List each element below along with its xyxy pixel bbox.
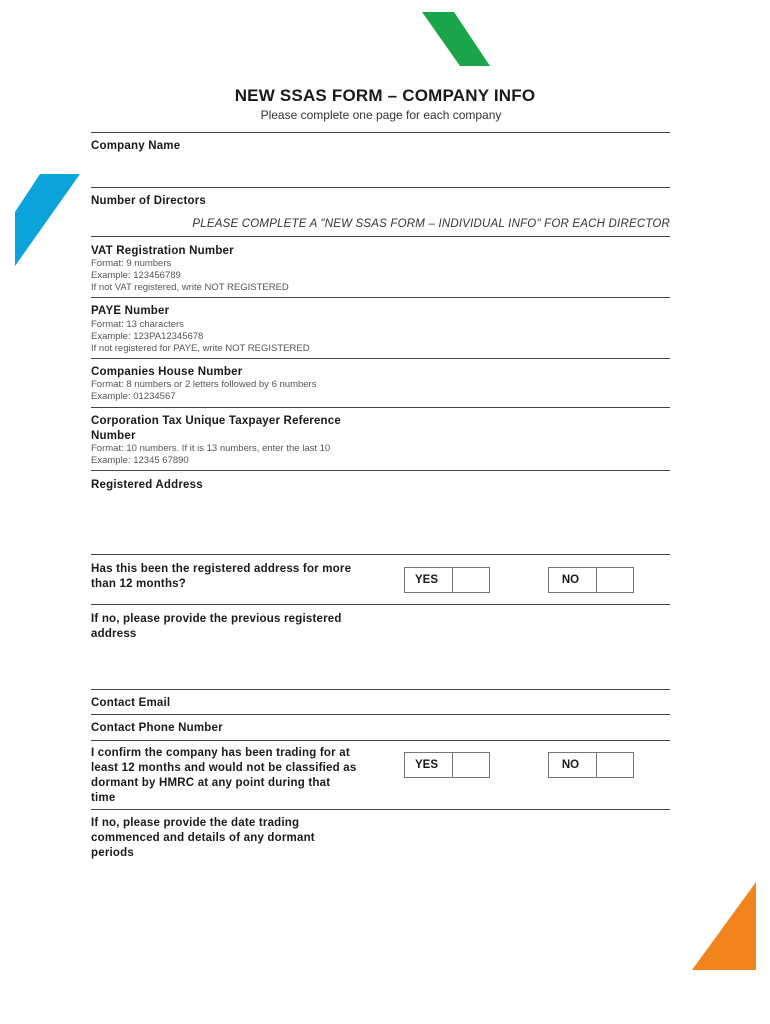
divider bbox=[91, 604, 670, 605]
company-name-label: Company Name bbox=[91, 140, 181, 152]
companies-house-label: Companies House Number bbox=[91, 366, 243, 378]
paye-hints: Format: 13 characters Example: 123PA12345678 If not registered for PAYE, write NOT REGISTERED bbox=[91, 319, 310, 354]
utr-field[interactable] bbox=[91, 470, 670, 471]
page-title: NEW SSAS FORM – COMPANY INFO bbox=[234, 86, 536, 105]
vat-label: VAT Registration Number bbox=[91, 245, 234, 257]
trading-details-label: If no, please provide the date trading commenced and details of any dormant periods bbox=[91, 817, 315, 859]
directors-note: PLEASE COMPLETE A "NEW SSAS FORM – INDIVIDUAL INFO" FOR EACH DIRECTOR bbox=[192, 218, 670, 230]
previous-address-label: If no, please provide the previous registered address bbox=[91, 613, 342, 640]
no-label: NO bbox=[549, 568, 597, 592]
previous-address-field[interactable] bbox=[91, 689, 670, 690]
page-subtitle: Please complete one page for each company bbox=[260, 108, 502, 122]
number-of-directors-field[interactable] bbox=[91, 236, 670, 237]
number-of-directors-label: Number of Directors bbox=[91, 195, 206, 207]
contact-email-label: Contact Email bbox=[91, 697, 171, 709]
divider bbox=[91, 809, 670, 810]
contact-email-field[interactable] bbox=[91, 714, 670, 715]
paye-label: PAYE Number bbox=[91, 305, 170, 317]
orange-decorative-shape bbox=[690, 880, 760, 974]
paye-field[interactable] bbox=[91, 358, 670, 359]
yes-label: YES bbox=[405, 753, 453, 777]
utr-hints: Format: 10 numbers. If it is 13 numbers, enter the last 10 Example: 12345 67890 bbox=[91, 443, 331, 466]
trading-yes-checkbox[interactable] bbox=[404, 752, 490, 778]
registered-no-checkbox[interactable] bbox=[548, 567, 634, 593]
registered-yes-checkbox[interactable] bbox=[404, 567, 490, 593]
companies-house-hints: Format: 8 numbers or 2 letters followed by 6 numbers Example: 01234567 bbox=[91, 379, 317, 402]
trading-confirm-label: I confirm the company has been trading for at least 12 months and would not be classified as dormant by HMRC at any point during that time bbox=[91, 747, 357, 804]
green-logo-shape bbox=[420, 10, 492, 68]
divider bbox=[91, 132, 670, 133]
contact-phone-field[interactable] bbox=[91, 740, 670, 741]
company-name-field[interactable] bbox=[91, 187, 670, 188]
trading-no-checkbox[interactable] bbox=[548, 752, 634, 778]
companies-house-field[interactable] bbox=[91, 407, 670, 408]
utr-label: Corporation Tax Unique Taxpayer Reference Number bbox=[91, 415, 341, 442]
vat-field[interactable] bbox=[91, 297, 670, 298]
registered-address-field[interactable] bbox=[91, 554, 670, 555]
yes-label: YES bbox=[405, 568, 453, 592]
contact-phone-label: Contact Phone Number bbox=[91, 722, 223, 734]
vat-hints: Format: 9 numbers Example: 123456789 If not VAT registered, write NOT REGISTERED bbox=[91, 258, 289, 293]
registered-address-label: Registered Address bbox=[91, 479, 203, 491]
no-label: NO bbox=[549, 753, 597, 777]
blue-decorative-shape bbox=[12, 172, 84, 270]
registered-12-months-label: Has this been the registered address for more than 12 months? bbox=[91, 563, 352, 590]
